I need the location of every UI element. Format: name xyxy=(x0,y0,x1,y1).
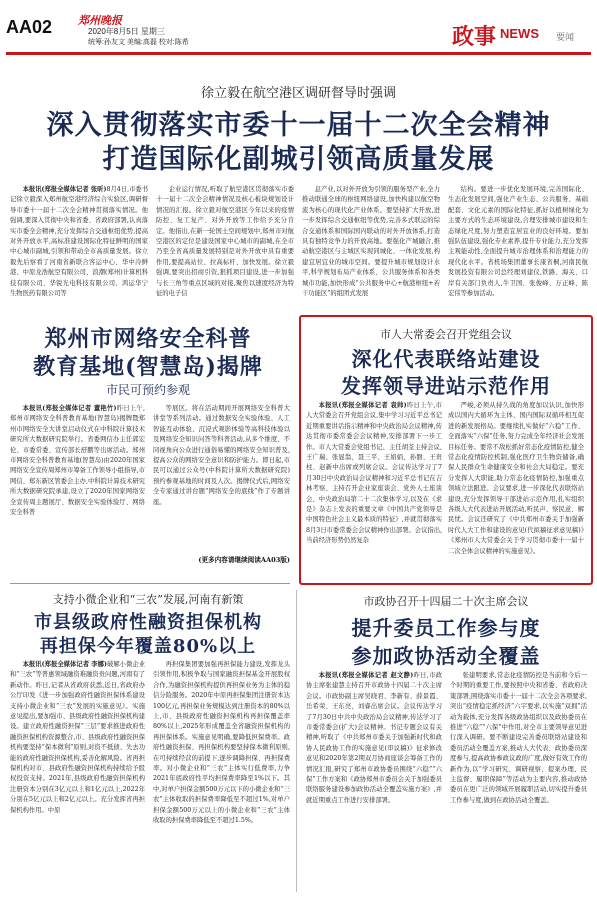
lead-kicker: 徐立毅在航空港区调研督导时强调 xyxy=(200,86,396,101)
issue-date: 2020年8月5日 星期三 xyxy=(88,27,165,36)
staff-credits: 统筹:孙友文 美编:高磊 校对:陈希 xyxy=(88,39,189,46)
lead-text-1: 8月4日,市委书记徐立毅深入郑州航空港经济综合实验区,调研督导市委十一届十二次全会精神贯彻落实情况。他强调,要深入贯彻中央和省委、省政府部署,认真落实市委全会精神,充分发挥综合交通枢纽优势,提高对外开放水平,高标准建设国际化特征鲜明的国家中心城市副城,引领和带动全市高质量发展。徐立毅先后察看了河南省新联合客运中心、华中冷鲜港、中原龙浩航空有限公司、浪潮(郑州)计算机科技有限公司、华锐光电科技有限公司、鸿运华宁生物医药有限公司等 xyxy=(10,186,148,298)
cppcc-title-1: 提升委员工作参与度 xyxy=(351,616,541,640)
paper-logo: 郑州晚报 xyxy=(78,14,122,27)
finance-title-2: 再担保今年覆盖80%以上 xyxy=(39,636,257,657)
finance-text-2: 再担保集团要加强再担保能力建设,发挥龙头引领作用,积极争取与国家融资担保基金开展股权合作,为融资担保机构提供再担保业务为主体的稳信分险服务。2020年中原再担保集团注册资本达100亿元,再担保业务规模达到注册资本的80%以上,市、县级政府性融资担保机构再担保覆盖率80%以上,2025年形成覆盖全省融资担保机构的再担保体系。实施意见明确,要降低担保费率。政府性融资担保、再担保机构要坚持保本微利原则,在可持续经营的前提下,逐步调降担保、再担保费率。对小微企业和“三农”主体实行低费率,力争 2021年底政府性平均担保费率降至1%以下。其中,对单户担保金额500万元以下的小微企业和“三农”主体收取的担保费率降低至不超过1%,对单户担保金额500万元以上的小微企业和“三农”主体收取的担保费率降低至不超过1.5%。 xyxy=(153,661,290,825)
cppcc-col-2 xyxy=(450,671,587,891)
finance-col-1 xyxy=(10,660,145,892)
divider xyxy=(10,583,290,584)
cppcc-text-1: 昨日,市政协主席张建慧主持召开市政协十四届二十次主席会议。市政协副主席吴晓君、李新有、薛景霞、岳希荣、王东亮、刘睿出席会议。会议传达学习了7月30日中共中央政治局会议精神,传达学习了市委常委会(扩大)会议精神。书记专题会议有关精神,听取了《中共郑州市委关于加强新时代和政协人民政协工作的实施意见(审议稿)》征求修改意见和2020年第2期双月协商座谈会筹备工作的情况汇报,研究了郑州市政协委员围绕“六稳”“六保”工作方案和《政协郑州市委员会关于加强委员联络服务建设参加政协活动全覆盖实施方案》,并就近期重点工作进行安排部署。 xyxy=(306,672,442,804)
lead-col-4 xyxy=(448,185,588,311)
cppcc-kicker: 市政协召开十四届二十次主席会议 xyxy=(363,595,529,608)
divider xyxy=(296,590,297,892)
npc-title-2: 发挥领导进站示范作用 xyxy=(341,374,551,398)
finance-byline: 本报讯(郑报全媒体记者 李娜) xyxy=(22,661,107,668)
lead-text-4: 结构。要进一步优化发展环境,完善国际化、生态化发展空间,强化产业生态、公共服务、基础配套、文化元素的国际化特征,抓好以植树绿化为主要方式的生态环境建设,合理安排城市建设和生态绿化尺度,努力塑造宜居宜业的良好环境。要加强队伍建设,强化专业素养,提升专业能力,充分发挥主观能动性,全面提升城市治理体系和治理能力的现代化水平。省机场集团董事长康省桐,河南民航发展投资有限公司总经理刘建仪,铁路、海关、口岸有关部门负责人,牛卫国、张俊峰、万正峰、陈宏伟等参加活动。 xyxy=(448,186,588,298)
finance-kicker: 支持小微企业和“三农”发展,河南有新策 xyxy=(52,593,244,606)
lead-title-1: 深入贯彻落实市委十一届十二次全会精神 xyxy=(46,110,551,141)
netsec-text-2: 等展区。将在活动期间开展网络安全科普大讲堂等系列活动。通过数据安全实验体验、人工智能互动体验、沉浸式观影体验等高科技体验以及网络安全知识问答等科普活动,从多个维度、不同视角向公众进行通俗易懂的网络安全知识普及,提高公众的网络安全意识和防护能力。即日起,市民可以通过公众号(中科院计算所大数据研究院)预约参观基地的时间及人次。揭牌仪式后,网络安全专家通过讲台题“网络安全的底线”作了专题讲座。 xyxy=(153,405,290,506)
npc-byline: 本报讯(郑报全媒体记者 袁帅) xyxy=(318,402,407,409)
npc-col-1 xyxy=(306,401,442,573)
cppcc-text-2: 张建明要求,常态化疫情防控是当前和今后一个时期的重要工作,要按照中央和省委、省政府决策部署,围绕落实市委十一届十二次全会各项要求,突出“疫情稳定抓经济”六字要求,以实施“双拥”活动为载体,充分发挥各级政协组织以及政协委员在推进“六稳”“六保”中作用,对全市主要领导意见进行深入调研。要不断建设完善委员联络站建设和委员活动全覆盖方案,推动人大代表、政协委员深度参与,提高政协参政议政的广度,做好有效工作的新作为,以“学习研究、调研视察、提案办理、民主监督、履职保障”等活动为主要内容,推动政协委员在更广泛的领域开展履职活动,切实提升委员工作参与度,做到在政协活动全覆盖。 xyxy=(450,672,587,804)
header-rule xyxy=(6,52,591,55)
npc-kicker: 市人大常委会召开党组会议 xyxy=(380,328,512,341)
lead-col-2 xyxy=(156,185,294,311)
npc-text-1: 昨日上午,市人大常委会召开党组会议,集中学习习近平总书记近期重要讲话指示精神和中央政治局会议精神,传达贯彻市委常委会会议精神,安排部署下一步工作。市人大常委会党组书记、主任胡荃主持会议,王广瑞、张显翁、聂三平、王娟娟、孙磐、王贵柱、赵新中出席或列席会议。会议传达学习了7月30日中央政治局会议精神和习近平总书记在吉林考察、主持召开企业家座谈会、党外人士座谈会、中央政治局第二十二次集体学习,以及在《求是》杂志上发表的重要文章《中国共产党领导是中国特色社会主义最本质的特征》,并就贯彻落实8月3日市委常委会会议精神作出部署。会议指出,当前经济形势仍然复杂 xyxy=(306,402,442,545)
section-en: NEWS xyxy=(500,26,539,41)
cppcc-byline: 本报讯(郑报全媒体记者 赵文静) xyxy=(318,672,414,679)
section-title: 政事 xyxy=(452,24,497,49)
npc-text-2: 严峻,必须从持久战的角度加以认识,加快形成以国内大循环为主体、国内国际双循环相互促进的新发展格局。要继续扎实做好“六稳”工作、全面落实“六保”任务,努力完成全年经济社会发展目标任务。要常不敌松抓好常态化疫情防控,健全常态化疫情防控机制,强化医疗卫生物资储备,确保人民群众生命健康安全和社会大局稳定。要充分发挥人大职能,助力常态化疫情防控,加强重点领域立法跟进。会议要求,进一步深化代表联络站建设,充分发挥领导干部进站示范作用,扎实组织各级人大代表进站开展活动,听民声、察民意、解民忧。会议还研究了《中共郑州市委关于加强新时代人大工作和建设的意见(代拟稿征求意见稿)》《郑州市人大常委会关于学习贯彻市委十一届十二次全体会议精神的实施意见》。 xyxy=(448,402,584,555)
netsec-text-1: 昨日上午,郑州市网络安全科普教育基地(智慧岛)揭牌暨郑州市网络安全大讲堂启动仪式在中科院计算技术研究所大数据研究院举行。省委网信办主任郭宏伦、市委常委、宣传部长舒鹏等出席活动。郑州市网络安全科普教育基地(智慧岛)由2020年国家网络安全宣传周郑州市筹备工作领导小组指导,市网信、郑东新区管委会主办,中科院计算技术研究所大数据研究院承建,设立了2020年国家网络安全宣传周主题展厅、数据安全实验体验厅、网络安全科普 xyxy=(10,405,145,517)
netsec-byline: 本报讯(郑报全媒体记者 董艳竹) xyxy=(22,405,117,412)
section-sub: 要闻 xyxy=(556,32,575,42)
lead-title-2: 打造国际化副城引领高质量发展 xyxy=(102,144,495,175)
lead-col-3 xyxy=(302,185,440,311)
cppcc-title-2: 参加政协活动全覆盖 xyxy=(351,644,541,668)
netsec-col-2 xyxy=(153,404,290,554)
page-code: AA02 xyxy=(6,17,53,37)
npc-col-2 xyxy=(448,401,584,573)
netsec-subtitle: 市民可预约参观 xyxy=(105,383,190,397)
lead-text-2: 企业运行情况,听取了航空港区贯彻落实市委十一届十二次全会精神情况及核心板块规划设计情况的汇报。徐立毅对航空港区今年以来的疫情防控、复工复产、对外开放等工作给予充分肯定。他指出,在新一轮国土空间规划中,郑州市对航空港区的定位是建设国家中心城市的副城,在全市乃至全省高质量发展特别是对外开放中具有重要作用,要提高站位、拉高标杆、加快发展。徐立毅强调,要突出招商引资,狠抓项目建设,进一步加强与长三角等重点区域的对接,聚焦以速度经济为特征的电子信 xyxy=(156,186,294,298)
npc-title-1: 深化代表联络站建设 xyxy=(351,347,541,371)
netsec-note: (更多内容请继续阅读AA03版) xyxy=(198,556,290,564)
netsec-title-1: 郑州市网络安全科普 xyxy=(44,326,252,352)
finance-col-2 xyxy=(153,660,290,892)
lead-byline: 本报讯(郑报全媒体记者 张昕) xyxy=(22,186,107,193)
finance-title-1: 市县级政府性融资担保机构 xyxy=(34,612,262,633)
netsec-col-1 xyxy=(10,404,145,562)
netsec-title-2: 教育基地(智慧岛)揭牌 xyxy=(33,354,263,380)
lead-text-3: 息产业,以对外开放为引领的服务型产业,全力推动联通全球的枢纽网络建设,加快构建以航空物流为核心的现代化产业体系。要坚持扩大开放,进一步发挥综合交通枢纽等优势,完善多式联运的综合交通体系和国际国内联动的对外开放体系,打造具有独特竞争力的开放高地。要强化产城融合,推动航空港区与主城区实现同城化、一体化发展,构建宜居宜业的城市空间。要提升城市规划设计水平,科学规划布局产业体系、公共服务体系和各类城市功能,加快形成“公共服务中心+航港枢纽+若干功能区”的组团式发展 xyxy=(302,186,440,298)
finance-text-1: 破解小微企业和“三农”等普惠领域融资难融资贵问题,河南有了新动作。昨日,记者从省政府获悉,近日,省政府办公厅印发《进一步加强政府性融资担保体系建设支持小微企业和“三农”发展的实施意见》。实施意见提出,要加强市、县级政府性融资担保机构建设。建立政府性融资担保“三层”要求推进政府性融资担保机构资源整合,市、县级政府性融资担保机构要坚持“保本微利”原则,对资不抵债、失去功能的政府性融资担保机构,妥善化解风险。省再担保机构对市、县政府性融资担保机构持续给予股权投资支持。2021年,县级政府性融资担保机构注册资本分别在3亿元以上和1亿元以上,2022年分别在5亿元以上和2亿元以上。充分发挥省再担保机构作用。中原 xyxy=(10,661,145,814)
cppcc-col-1 xyxy=(306,671,442,891)
lead-col-1 xyxy=(10,185,148,311)
